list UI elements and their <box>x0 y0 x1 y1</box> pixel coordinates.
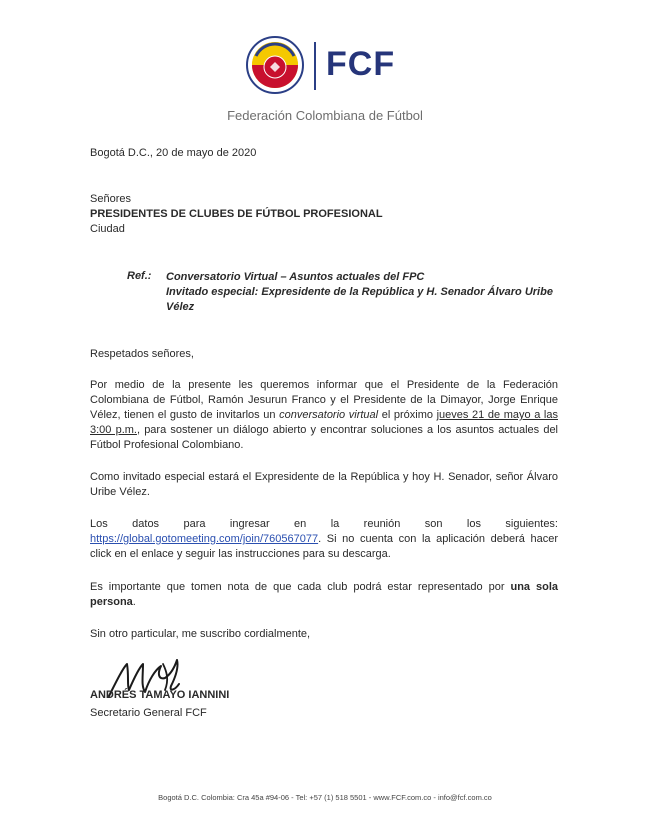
signer-title: Secretario General FCF <box>90 707 207 719</box>
ref-label: Ref.: <box>127 270 152 282</box>
p1-text-c: , para sostener un diálogo abierto y encontrar soluciones a los asuntos actuales del Fútbol Profesional Colombiano. <box>90 424 559 451</box>
ref-line-2: Invitado especial: Expresidente de la República y H. Senador Álvaro Uribe Vélez <box>166 286 553 313</box>
p4-text-b: . <box>132 596 136 608</box>
fcf-crest-icon <box>246 36 304 94</box>
letter-date: Bogotá D.C., 20 de mayo de 2020 <box>90 147 257 159</box>
p3-text-a: Los datos para ingresar en la reunión son los siguientes: <box>90 518 558 530</box>
city: Ciudad <box>90 223 125 235</box>
paragraph-1 <box>90 378 558 453</box>
paragraph-2: Como invitado especial estará el Expresidente de la República y hoy H. Senador, señor Álvaro Uribe Vélez. <box>90 471 558 498</box>
p1-text-a: Por medio de la presente les queremos informar que el Presidente de la Federación Colombiana de Fútbol, Ramón Jesurun Franco y el Presidente de la Dimayor, Jorge Enrique Vélez, tienen el gusto de invitarlos un <box>90 379 558 421</box>
footer-contact: Bogotá D.C. Colombia: Cra 45a #94-06 - Tel: +57 (1) 518 5501 - www.FCF.com.co - info@fcf.com.co <box>158 793 492 802</box>
ref-block <box>166 270 566 315</box>
header-divider <box>314 42 316 90</box>
greeting: Respetados señores, <box>90 348 194 360</box>
p4-bold: una sola persona <box>90 581 558 608</box>
brand-logo-text: FCF <box>326 45 396 83</box>
letterhead <box>0 36 650 96</box>
p3-text-b: . Si no cuenta con la aplicación deberá hacer click en el enlace y seguir las instrucciones para su descarga. <box>90 533 558 560</box>
p1-underline: jueves 21 de mayo a las 3:00 p.m. <box>90 409 558 436</box>
ref-line-1: Conversatorio Virtual – Asuntos actuales del FPC <box>166 271 425 283</box>
signer-name: ANDRÉS TAMAYO IANNINI <box>90 689 230 701</box>
paragraph-4 <box>90 580 558 610</box>
p1-italic: conversatorio virtual <box>279 409 379 421</box>
p1-text-b: el próximo <box>378 409 437 421</box>
meeting-link[interactable]: https://global.gotomeeting.com/join/760567077 <box>90 533 319 545</box>
closing: Sin otro particular, me suscribo cordialmente, <box>90 628 311 640</box>
federation-name: Federación Colombiana de Fútbol <box>227 108 423 123</box>
paragraph-3 <box>90 517 558 562</box>
salutation-to: Señores <box>90 193 131 205</box>
p4-text-a: Es importante que tomen nota de que cada club podrá estar representado por <box>90 581 511 593</box>
recipient: PRESIDENTES DE CLUBES DE FÚTBOL PROFESIONAL <box>90 208 383 220</box>
